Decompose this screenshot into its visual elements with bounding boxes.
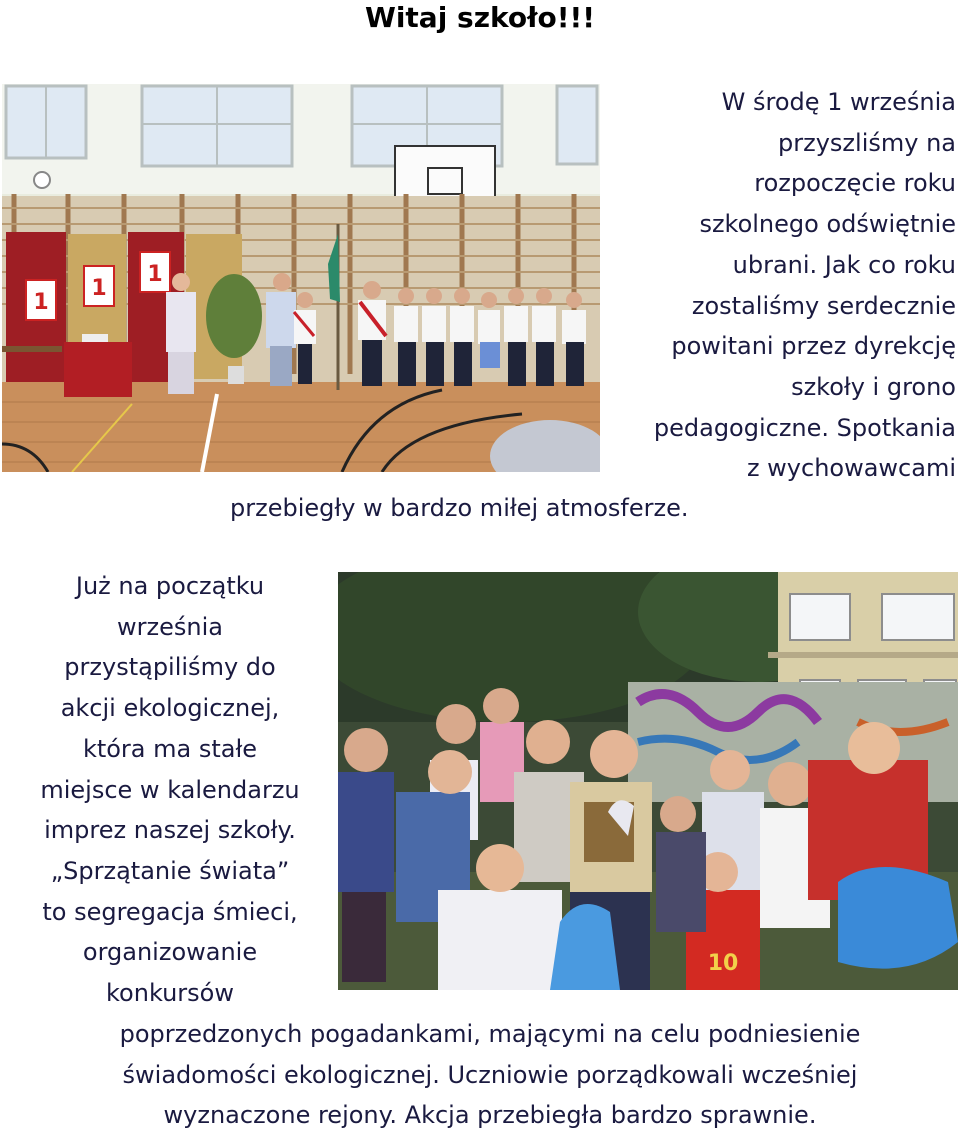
text-line: zostaliśmy serdecznie	[691, 291, 956, 320]
ecology-action-photo	[338, 572, 958, 990]
text-line: przyszliśmy na	[778, 128, 956, 157]
text-line: imprez naszej szkoły.	[44, 816, 296, 845]
ceremony-paragraph	[600, 82, 956, 489]
text-line: „Sprzątanie świata”	[50, 856, 290, 885]
ecology-paragraph-tail	[60, 1014, 920, 1136]
ceremony-paragraph-tail: przebiegły w bardzo miłej atmosferze.	[230, 494, 689, 522]
text-line: szkolnego odświętnie	[699, 210, 956, 239]
text-line: Już na początku	[75, 572, 265, 600]
text-line: miejsce w kalendarzu	[40, 775, 300, 804]
text-line: która ma stałe	[82, 734, 258, 763]
text-line: to segregacja śmieci,	[42, 897, 298, 926]
text-line: akcji ekologicznej,	[60, 694, 280, 723]
school-ceremony-photo	[2, 84, 600, 472]
banner-number: 1	[91, 276, 107, 301]
banner-number: 1	[33, 290, 49, 315]
text-line: z wychowawcami	[746, 454, 956, 483]
text-line: przystąpiliśmy do	[64, 653, 276, 682]
text-line: rozpoczęcie roku	[754, 169, 956, 198]
text-line: pedagogiczne. Spotkania	[653, 413, 956, 442]
banner-number: 1	[147, 262, 163, 287]
ecology-paragraph	[20, 566, 320, 1014]
text-line: września	[117, 612, 223, 641]
text-line: organizowanie	[82, 938, 258, 967]
jersey-number: 10	[707, 951, 739, 976]
text-line: W środę 1 września	[721, 88, 956, 116]
text-line: wyznaczone rejony. Akcja przebiegła bardzo sprawnie.	[163, 1101, 817, 1129]
text-line: powitani przez dyrekcję	[671, 332, 956, 361]
page-title: Witaj szkoło!!!	[364, 1, 596, 34]
text-line: świadomości ekologicznej. Uczniowie porządkowali wcześniej	[122, 1060, 858, 1089]
text-line: szkoły i grono	[791, 372, 956, 401]
text-line: poprzedzonych pogadankami, mającymi na celu podniesienie	[119, 1020, 861, 1048]
text-line: ubrani. Jak co roku	[732, 250, 956, 279]
text-line: konkursów	[106, 979, 234, 1008]
